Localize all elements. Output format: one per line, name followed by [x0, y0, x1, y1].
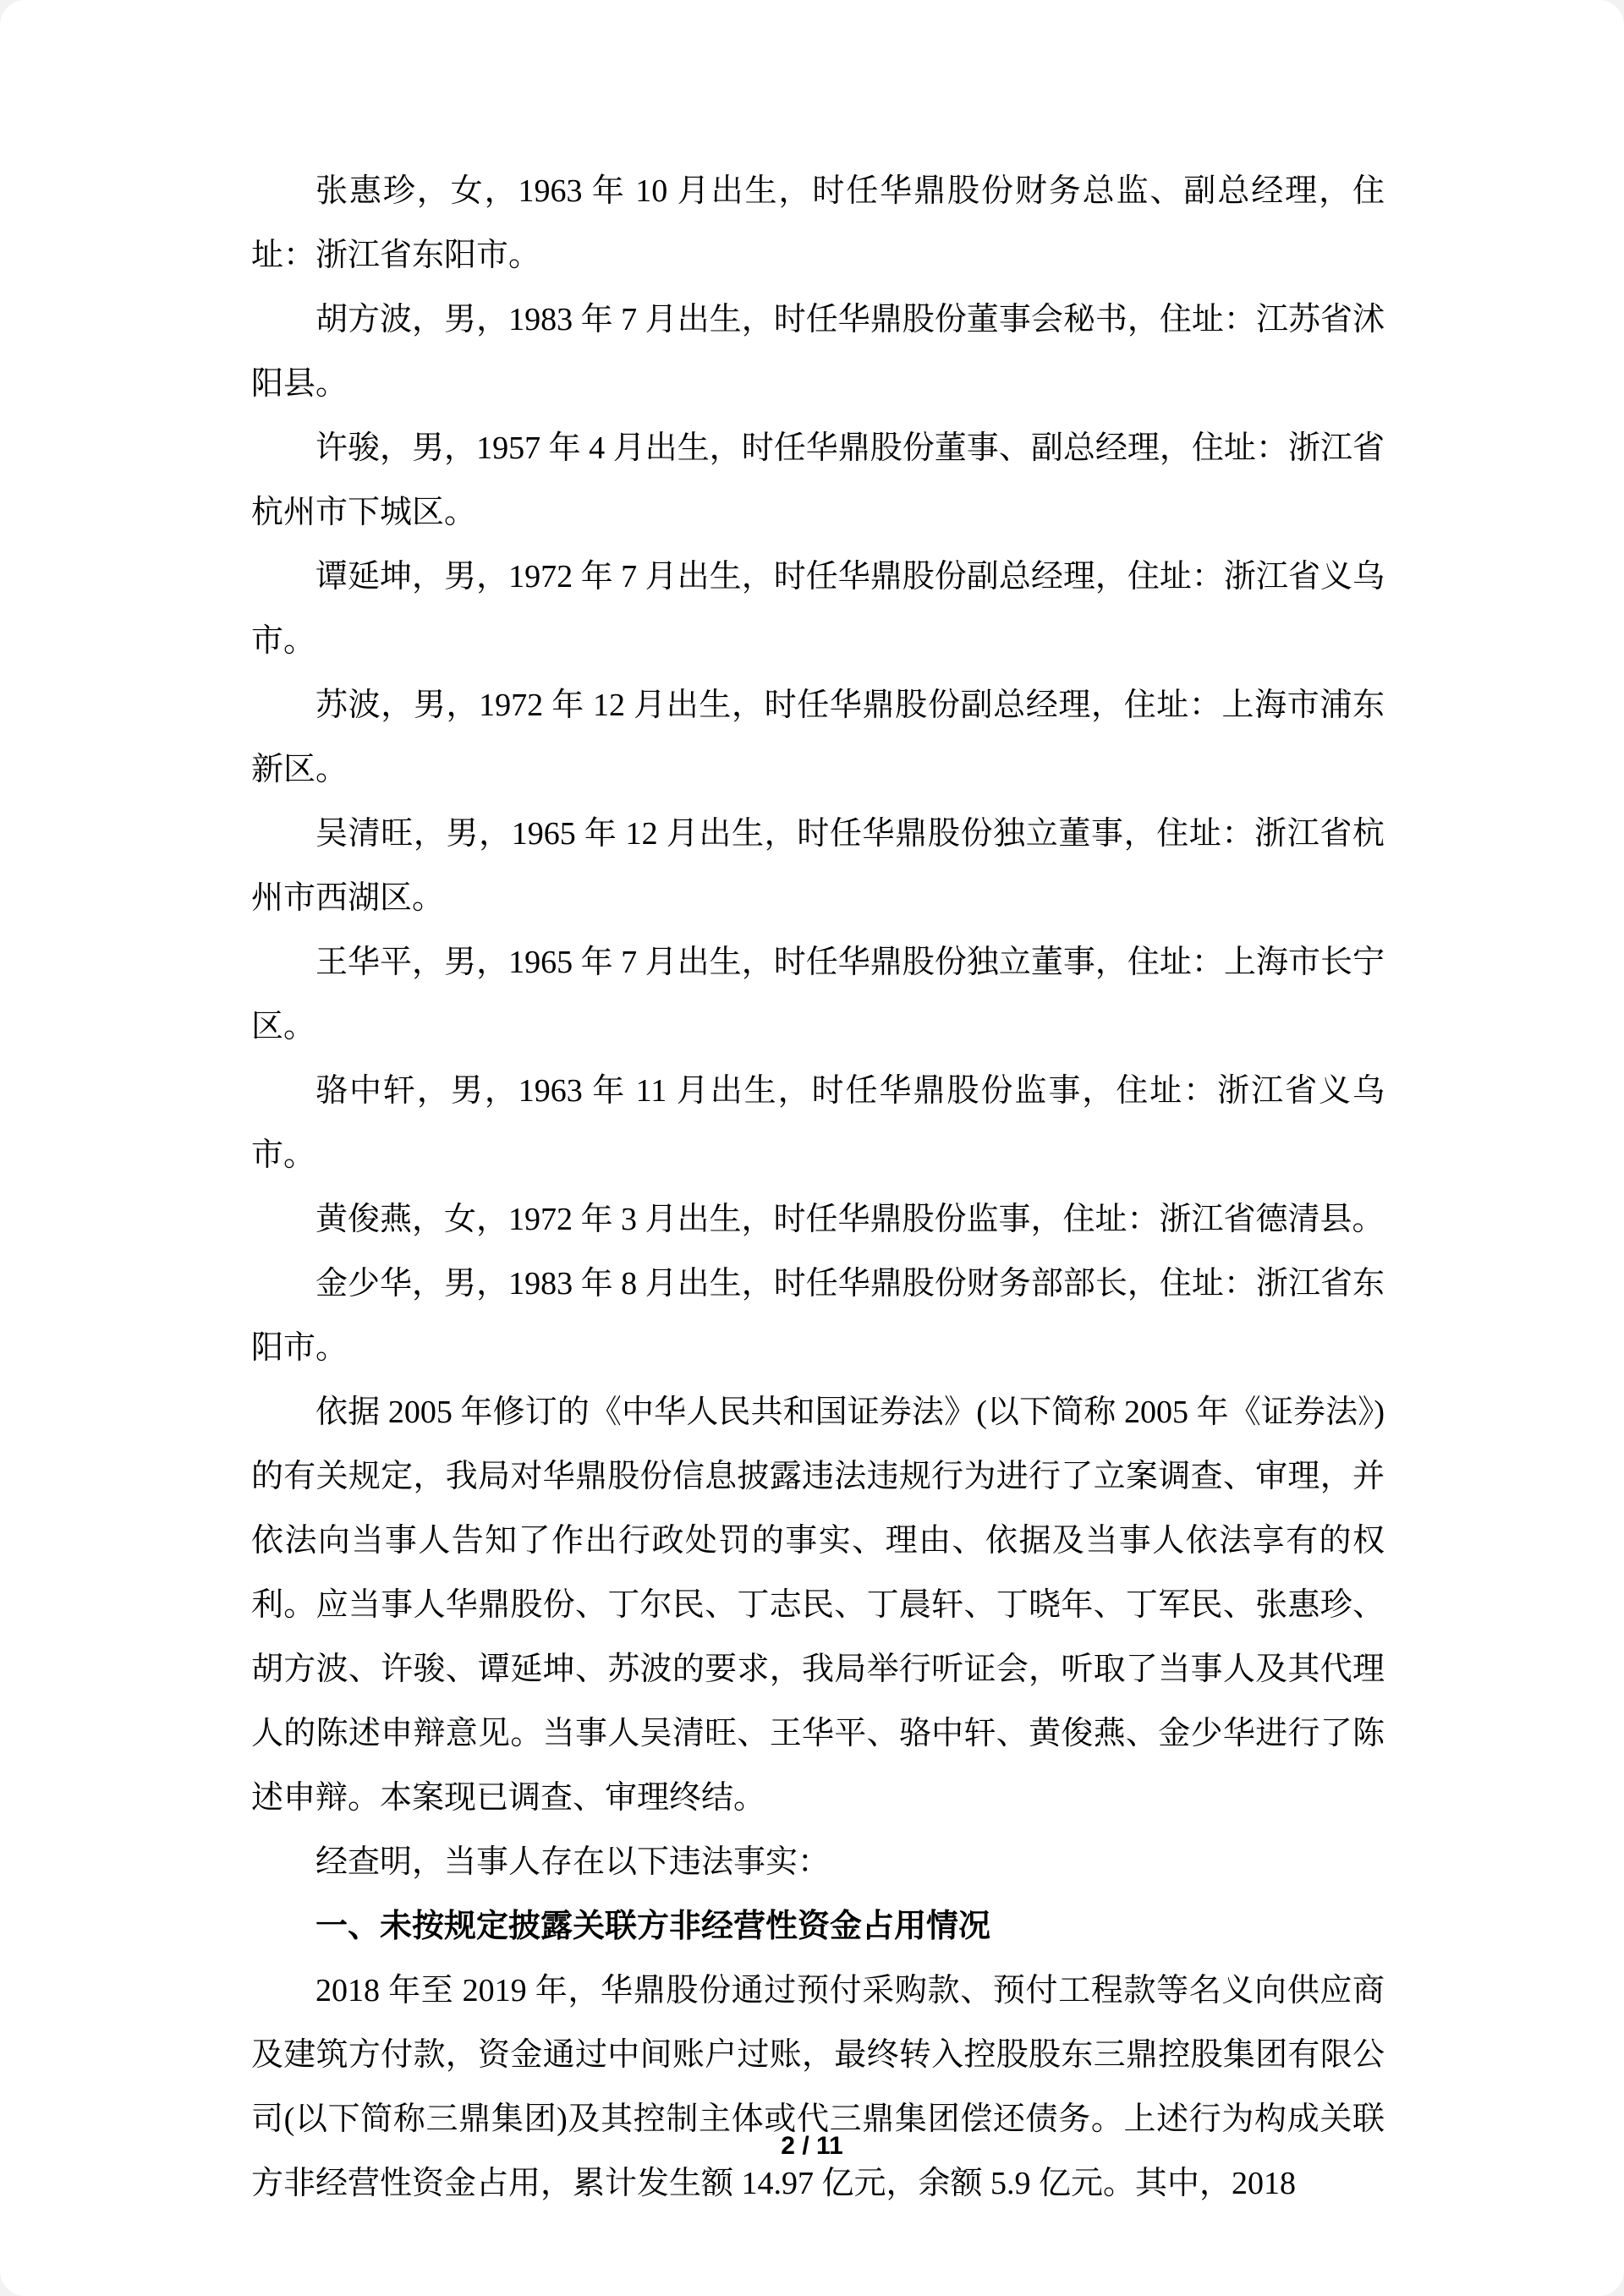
paragraph-tan-yankun: 谭延坤，男，1972 年 7 月出生，时任华鼎股份副总经理，住址：浙江省义乌市。 — [251, 559, 1385, 659]
paragraph-su-bo: 苏波，男，1972 年 12 月出生，时任华鼎股份副总经理，住址：上海市浦东新区。 — [251, 688, 1385, 787]
paragraph-zhang-huizhen: 张惠珍，女，1963 年 10 月出生，时任华鼎股份财务总监、副总经理，住址：浙江省东阳市。 — [251, 173, 1385, 273]
paragraph-procedure-history: 依据 2005 年修订的《中华人民共和国证券法》(以下简称 2005 年《证券法》)的有关规定，我局对华鼎股份信息披露违法违规行为进行了立案调查、审理，并依法向当事人告知了作出行政处罚的事实、理由、依据及当事人依法享有的权利。应当事人华鼎股份、丁尔民、丁志民、丁晨轩、丁晓年、丁军民、张惠珍、胡方波、许骏、谭延坤、苏波的要求，我局举行听证会，听取了当事人及其代理人的陈述申辩意见。当事人吴清旺、王华平、骆中轩、黄俊燕、金少华进行了陈述申辩。本案现已调查、审理终结。 — [251, 1395, 1385, 1816]
paragraph-jin-shaohua: 金少华，男，1983 年 8 月出生，时任华鼎股份财务部部长，住址：浙江省东阳市。 — [251, 1266, 1385, 1366]
paragraph-wang-huaping: 王华平，男，1965 年 7 月出生，时任华鼎股份独立董事，住址：上海市长宁区。 — [251, 945, 1385, 1044]
page-number-indicator: 2 / 11 — [781, 2132, 843, 2160]
paragraph-huang-junyan: 黄俊燕，女，1972 年 3 月出生，时任华鼎股份监事，住址：浙江省德清县。 — [315, 1202, 1385, 1237]
section-1-heading: 一、未按规定披露关联方非经营性资金占用情况 — [315, 1909, 991, 1944]
paragraph-hu-fangbo: 胡方波，男，1983 年 7 月出生，时任华鼎股份董事会秘书，住址：江苏省沭阳县。 — [251, 302, 1385, 402]
document-body — [251, 159, 1385, 2216]
paragraph-wu-qingwang: 吴清旺，男，1965 年 12 月出生，时任华鼎股份独立董事，住址：浙江省杭州市西湖区。 — [251, 816, 1385, 916]
paragraph-findings-intro: 经查明，当事人存在以下违法事实： — [315, 1844, 831, 1880]
paragraph-xu-jun: 许骏，男，1957 年 4 月出生，时任华鼎股份董事、副总经理，住址：浙江省杭州市下城区。 — [251, 430, 1385, 530]
paragraph-luo-zhongxuan: 骆中轩，男，1963 年 11 月出生，时任华鼎股份监事，住址：浙江省义乌市。 — [251, 1073, 1385, 1173]
paragraph-fund-occupation: 2018 年至 2019 年，华鼎股份通过预付采购款、预付工程款等名义向供应商及建筑方付款，资金通过中间账户过账，最终转入控股股东三鼎控股集团有限公司(以下简称三鼎集团)及其控制主体或代三鼎集团偿还债务。上述行为构成关联方非经营性资金占用，累计发生额 14.97 亿元，余额 5.9 亿元。其中，2018 — [251, 1973, 1385, 2201]
